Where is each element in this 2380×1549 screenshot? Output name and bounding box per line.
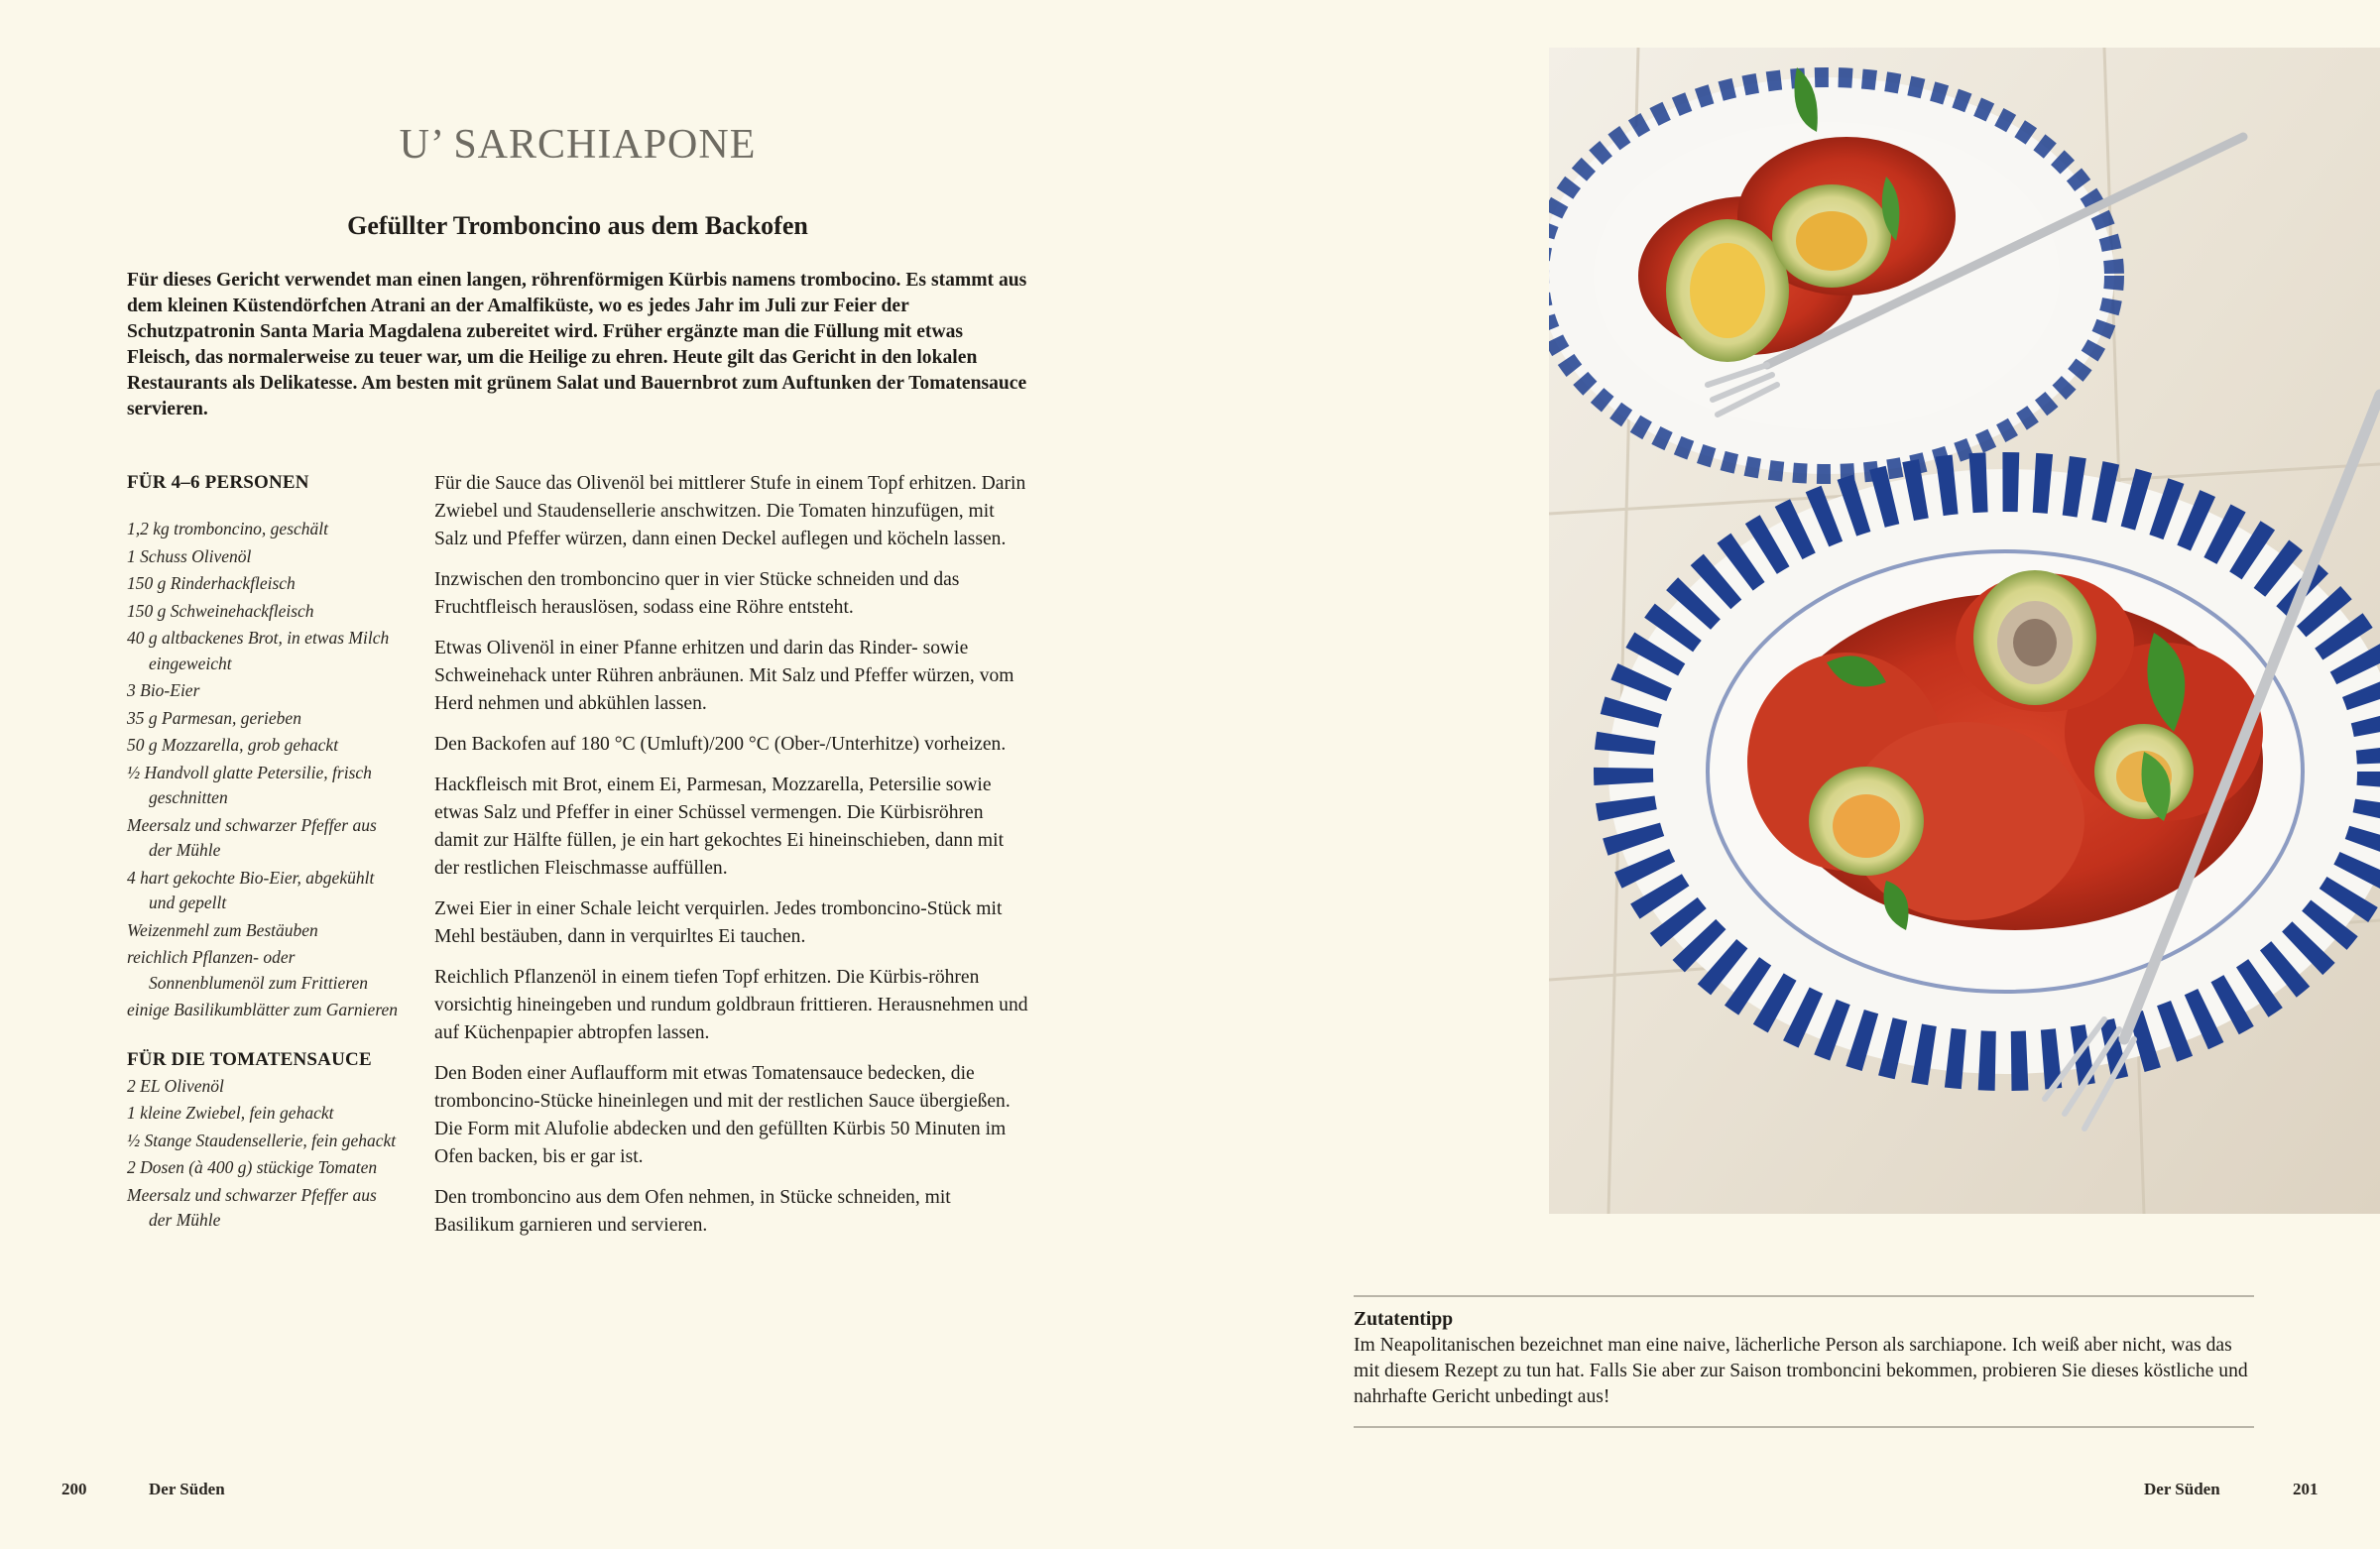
ingredients-heading: FÜR 4–6 PERSONEN [127,472,309,493]
sauce-ingredient-item: 2 EL Olivenöl [127,1075,224,1096]
method-step: Hackfleisch mit Brot, einem Ei, Parmesan, Mozzarella, Petersilie sowie etwas Salz und Pfeffer in einer Schüssel vermengen. Die Kürbisröhren damit zur Hälfte füllen, je ein hart gekochtes Ei hineinschieben, dann mit der restlichen Fleischmasse auffüllen. [434,774,1005,879]
method-step: Inzwischen den tromboncino quer in vier Stücke schneiden und das Fruchtfleisch herauslösen, sodass eine Röhre entsteht. [434,569,960,618]
dish-photo [1549,48,2380,1214]
right-section-name: Der Süden [2144,1480,2220,1498]
recipe-intro [127,268,1029,422]
ingredients-list [127,517,400,1023]
ingredient-item: 150 g Rinderhackfleisch [127,573,296,593]
sauce-ingredient-item: ½ Stange Staudensellerie, fein gehackt [127,1130,397,1150]
ingredient-item: einige Basilikumblätter zum Garnieren [127,1000,398,1019]
method-step: Den Backofen auf 180 °C (Umluft)/200 °C (Ober-/Unterhitze) vorheizen. [434,734,1007,755]
method-column [434,470,1029,1252]
ingredient-item: 50 g Mozzarella, grob gehackt [127,735,339,755]
method-step: Für die Sauce das Olivenöl bei mittlerer Stufe in einem Topf erhitzen. Darin Zwiebel und Staudensellerie anschwitzen. Die Tomaten hinzufügen, mit Salz und Pfeffer würzen, dann einen Deckel auflegen und köcheln lassen. [434,473,1026,549]
left-section-name: Der Süden [149,1480,225,1498]
right-page [1190,0,2380,1549]
tip-text: Im Neapolitanischen bezeichnet man eine naive, lächerliche Person als sarchiapone. Ich weiß aber nicht, was das mit diesem Rezept zu tun hat. Falls Sie aber zur Saison tromboncini bekommen, probieren Sie dieses köstliche und nahrhafte Gericht unbedingt aus! [1354,1335,2248,1407]
method-step: Den Boden einer Auflaufform mit etwas Tomatensauce bedecken, die tromboncino-Stücke hineinlegen und mit der restlichen Sauce übergießen. Die Form mit Alufolie abdecken und den gefüllten Kürbis 50 Minuten im Ofen backen, bis er gar ist. [434,1063,1011,1167]
sauce-ingredient-item: 2 Dosen (à 400 g) stückige Tomaten [127,1157,378,1177]
ingredients-column [127,468,400,1236]
method-step: Zwei Eier in einer Schale leicht verquirlen. Jedes tromboncino-Stück mit Mehl bestäuben, dann in verquirltes Ei tauchen. [434,898,1003,947]
ingredient-item: 1,2 kg tromboncino, geschält [127,519,329,538]
ingredient-item: reichlich Pflanzen- oder Sonnenblumenöl zum Frittieren [127,947,368,993]
ingredient-item: Meersalz und schwarzer Pfeffer aus der Mühle [127,814,377,860]
right-page-number: 201 [2293,1480,2319,1498]
ingredient-item: 150 g Schweinehackfleisch [127,600,314,621]
recipe-title: U’ SARCHIAPONE [399,122,757,168]
recipe-subtitle: Gefüllter Tromboncino aus dem Backofen [347,211,808,240]
ingredient-item: 4 hart gekochte Bio-Eier, abgekühlt und gepellt [127,867,375,912]
method-step: Den tromboncino aus dem Ofen nehmen, in Stücke schneiden, mit Basilikum garnieren und servieren. [434,1187,951,1236]
ingredient-tip-box [1354,1295,2254,1428]
tip-title: Zutatentipp [1354,1309,1454,1330]
ingredient-item: 1 Schuss Olivenöl [127,545,252,566]
ingredient-item: 3 Bio-Eier [127,680,200,700]
method-step: Etwas Olivenöl in einer Pfanne erhitzen und darin das Rinder- sowie Schweinehack unter Rühren anbräunen. Mit Salz und Pfeffer würzen, vom Herd nehmen und abkühlen lassen. [434,638,1014,714]
method-step: Reichlich Pflanzenöl in einem tiefen Topf erhitzen. Die Kürbis-röhren vorsichtig hineingeben und rundum goldbraun frittieren. Herausnehmen und auf Küchenpapier abtropfen lassen. [434,967,1028,1043]
ingredient-item: ½ Handvoll glatte Petersilie, frisch geschnitten [127,762,372,807]
ingredient-item: 35 g Parmesan, gerieben [127,707,301,728]
intro-text: Für dieses Gericht verwendet man einen langen, röhrenförmigen Kürbis namens trombocino. Es stammt aus dem kleinen Küstendörfchen Atrani an der Amalfiküste, wo es jedes Jahr im Juli zur Feier der Schutzpatronin Santa Maria Magdalena zubereitet wird. Früher ergänzte man die Füllung mit etwas Fleisch, das normalerweise zu teuer war, um die Heilige zu ehren. Heute gilt das Gericht in den lokalen Restaurants als Delikatesse. Am besten mit grünem Salat und Bauernbrot zum Auftunken der Tomatensauce servieren. [127,270,1027,419]
sauce-ingredients-list [127,1074,400,1234]
left-page-number: 200 [61,1480,87,1498]
ingredient-item: 40 g altbackenes Brot, in etwas Milch eingeweicht [127,628,390,673]
sauce-ingredients-heading: FÜR DIE TOMATENSAUCE [127,1048,372,1070]
sauce-ingredient-item: 1 kleine Zwiebel, fein gehackt [127,1103,334,1123]
ingredient-item: Weizenmehl zum Bestäuben [127,919,318,940]
sauce-ingredient-item: Meersalz und schwarzer Pfeffer aus der Mühle [127,1184,377,1230]
